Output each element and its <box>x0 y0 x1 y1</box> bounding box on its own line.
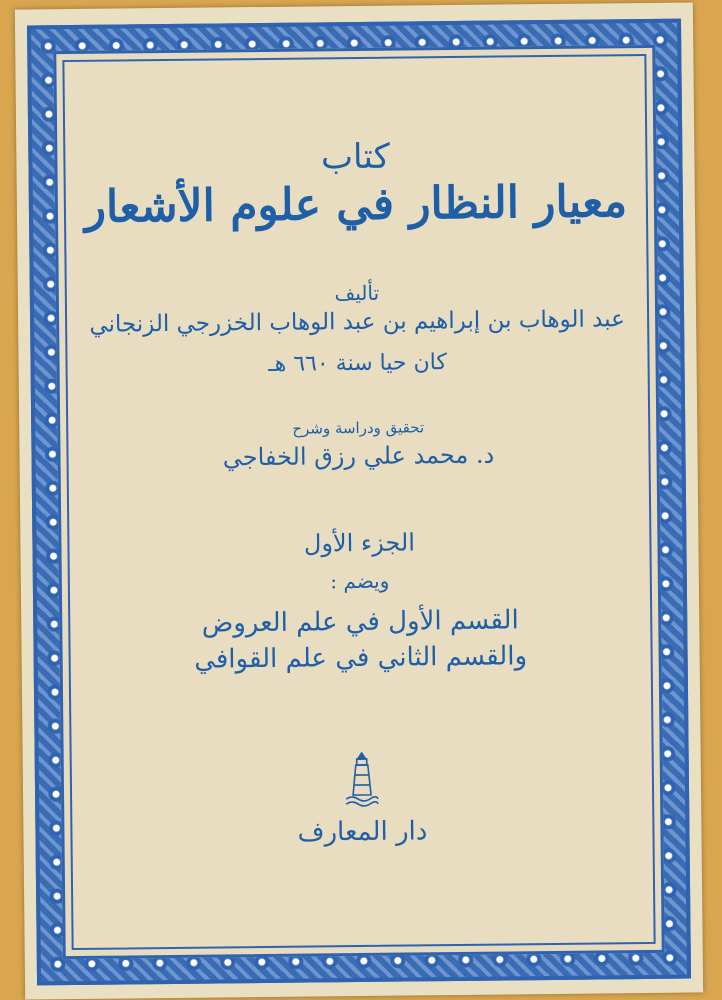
publisher-name: دار المعارف <box>297 816 428 848</box>
ornamental-border <box>27 19 691 986</box>
volume-label: الجزء الأول <box>303 528 416 558</box>
cover-panel <box>62 54 655 950</box>
book-title: معيار النظار في علوم الأشعار <box>84 176 628 233</box>
contents-label: ويضم : <box>330 568 390 594</box>
book-cover <box>15 2 703 999</box>
editor-name: د. محمد علي رزق الخفاجي <box>222 440 495 472</box>
edited-by-label: تحقيق ودراسة وشرح <box>292 418 425 438</box>
section-two: والقسم الثاني في علم القوافي <box>194 641 528 675</box>
author-date: كان حيا سنة ٦٦٠ هـ <box>268 350 447 377</box>
section-one: القسم الأول في علم العروض <box>201 605 519 639</box>
book-label: كتاب <box>320 136 391 178</box>
authored-by-label: تأليف <box>334 280 380 306</box>
lighthouse-icon <box>344 749 381 809</box>
author-name: عبد الوهاب بن إبراهيم بن عبد الوهاب الخزرجي الزنجاني <box>89 306 625 338</box>
border-inner-line <box>53 45 664 959</box>
